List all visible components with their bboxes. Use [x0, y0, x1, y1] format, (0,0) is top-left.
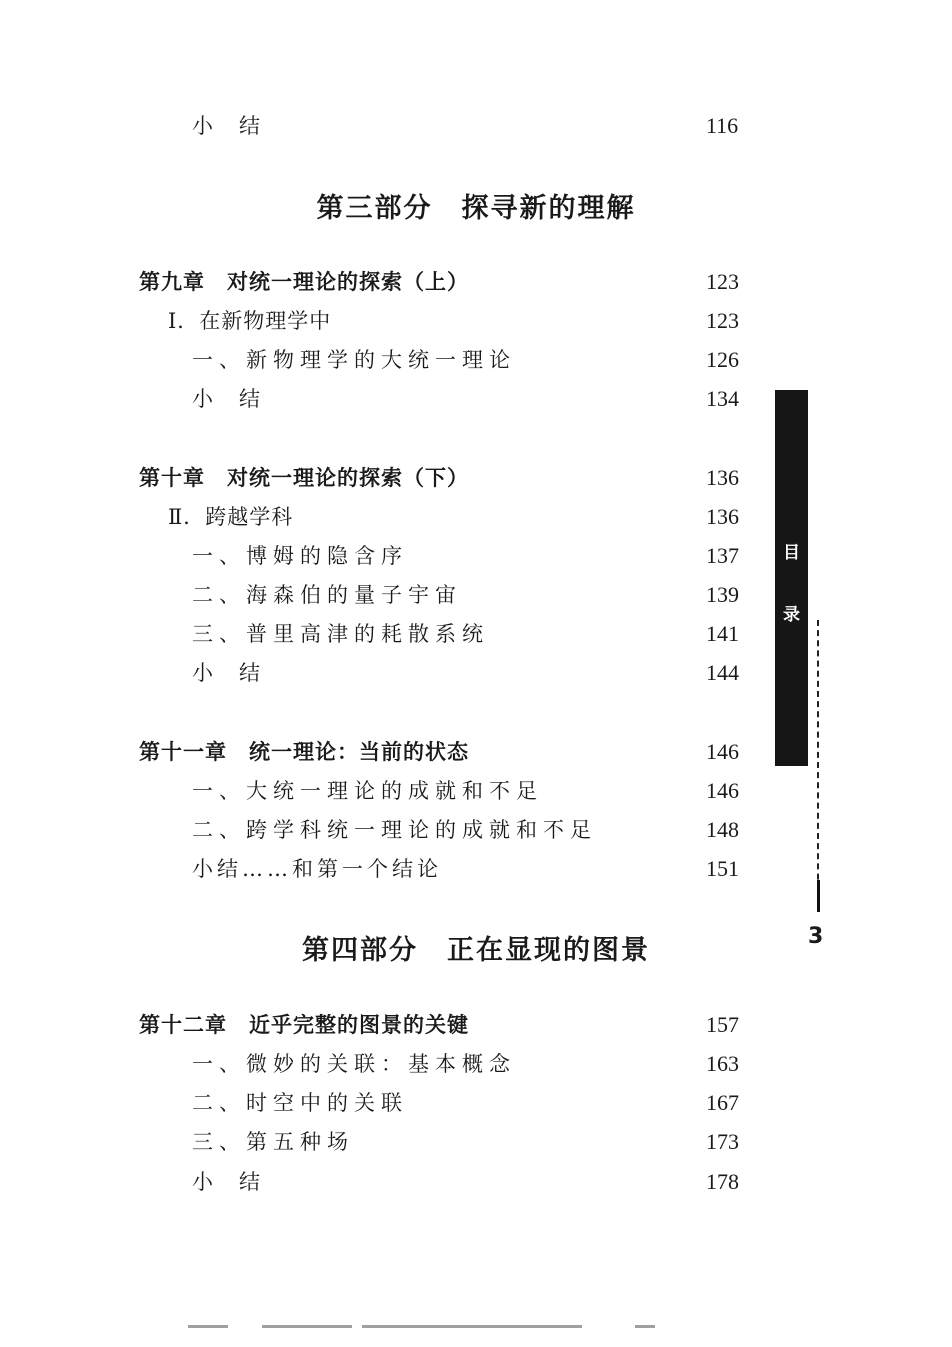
toc-entry-title: 小结……和第一个结论	[192, 857, 442, 881]
toc-entry[interactable]	[0, 1164, 952, 1200]
toc-entry-title: 第十二章 近乎完整的图景的关键	[139, 1013, 469, 1037]
toc-entry-page: 116	[706, 113, 739, 138]
toc-entry[interactable]	[0, 342, 952, 378]
toc-entry-page: 167	[706, 1090, 739, 1115]
toc-entry[interactable]	[0, 655, 952, 691]
toc-entry-title: 一、微妙的关联：基本概念	[192, 1052, 516, 1076]
side-tab-char: 目	[783, 543, 800, 563]
toc-entry-page: 163	[706, 1051, 739, 1076]
toc-chapter[interactable]	[0, 734, 952, 770]
toc-entry-title: 三、普里高津的耗散系统	[192, 622, 489, 646]
toc-entry[interactable]	[0, 773, 952, 809]
toc-entry[interactable]	[0, 381, 952, 417]
toc-entry-page: 146	[706, 778, 739, 803]
toc-entry-title: 一、博姆的隐含序	[192, 544, 408, 568]
toc-entry[interactable]	[0, 1124, 952, 1160]
toc-entry-title: 小结	[192, 114, 286, 138]
toc-entry[interactable]	[0, 851, 952, 887]
part-heading: 第三部分 探寻新的理解	[316, 193, 636, 224]
toc-entry-title: 二、海森伯的量子宇宙	[192, 583, 462, 607]
edge-solid-line	[817, 880, 820, 912]
toc-entry-page: 148	[706, 817, 739, 842]
toc-chapter[interactable]	[0, 1007, 952, 1043]
toc-entry[interactable]	[0, 1046, 952, 1082]
toc-entry-title: 二、跨学科统一理论的成就和不足	[192, 818, 597, 842]
toc-entry-page: 136	[706, 504, 739, 529]
toc-entry-title: 小结	[192, 387, 286, 411]
toc-entry-title: Ⅰ．在新物理学中	[168, 309, 332, 333]
toc-entry-page: 178	[706, 1169, 739, 1194]
toc-entry-title: 小结	[192, 1170, 286, 1194]
toc-entry-title: 一、大统一理论的成就和不足	[192, 779, 543, 803]
toc-section[interactable]	[0, 499, 952, 535]
toc-chapter[interactable]	[0, 264, 952, 300]
toc-entry-title: 一、新物理学的大统一理论	[192, 348, 516, 372]
scan-artifact	[262, 1325, 352, 1328]
toc-entry-title: Ⅱ．跨越学科	[168, 505, 294, 529]
toc-entry-title: 第九章 对统一理论的探索（上）	[139, 270, 469, 294]
toc-entry-page: 146	[706, 739, 739, 764]
toc-entry-title: 二、时空中的关联	[192, 1091, 408, 1115]
toc-entry-page: 137	[706, 543, 739, 568]
toc-entry-page: 157	[706, 1012, 739, 1037]
toc-entry-page: 136	[706, 465, 739, 490]
toc-entry-title: 三、第五种场	[192, 1130, 354, 1154]
scan-artifact	[188, 1325, 228, 1328]
toc-entry-page: 151	[706, 856, 739, 881]
toc-entry[interactable]	[0, 538, 952, 574]
toc-entry-page: 134	[706, 386, 739, 411]
toc-entry-title: 第十章 对统一理论的探索（下）	[139, 466, 469, 490]
page-number: 3	[808, 924, 824, 949]
toc-entry[interactable]	[0, 616, 952, 652]
side-tab	[775, 390, 808, 766]
toc-entry-page: 173	[706, 1129, 739, 1154]
toc-entry[interactable]	[0, 108, 952, 144]
toc-section[interactable]	[0, 303, 952, 339]
toc-entry-page: 123	[706, 308, 739, 333]
toc-entry[interactable]	[0, 577, 952, 613]
toc-entry[interactable]	[0, 812, 952, 848]
toc-entry-page: 144	[706, 660, 739, 685]
toc-chapter[interactable]	[0, 460, 952, 496]
edge-dashed-line	[817, 620, 819, 910]
side-tab-char: 录	[783, 605, 800, 625]
scan-artifact	[635, 1325, 655, 1328]
scan-artifact	[362, 1325, 582, 1328]
toc-entry-title: 第十一章 统一理论：当前的状态	[139, 740, 469, 764]
toc-entry-title: 小结	[192, 661, 286, 685]
toc-entry[interactable]	[0, 1085, 952, 1121]
toc-entry-page: 126	[706, 347, 739, 372]
toc-entry-page: 123	[706, 269, 739, 294]
toc-entry-page: 139	[706, 582, 739, 607]
part-heading: 第四部分 正在显现的图景	[302, 935, 650, 966]
toc-entry-page: 141	[706, 621, 739, 646]
